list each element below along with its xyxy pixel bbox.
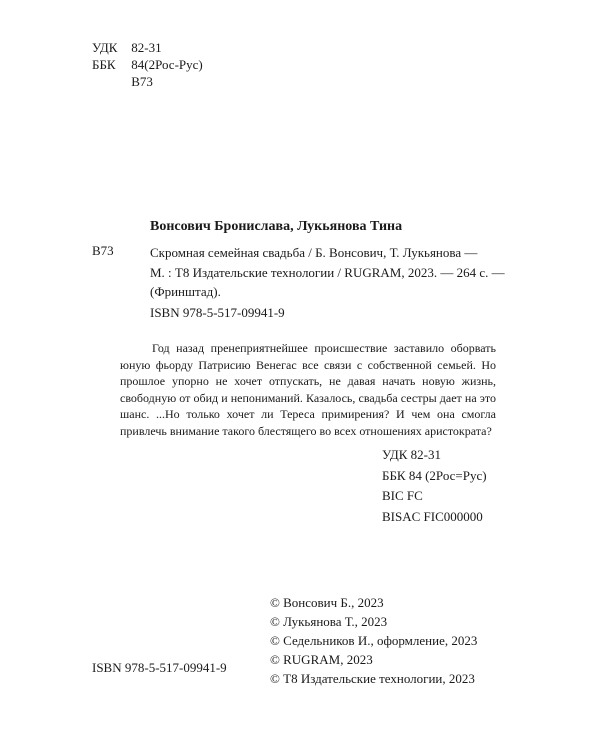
- bbk-value: 84(2Рос-Рус): [131, 57, 203, 72]
- classification-block: [382, 445, 487, 527]
- author-mark: В73: [92, 243, 114, 258]
- classification-line: BISAC FIC000000: [382, 508, 483, 524]
- classification-line: ББК 84 (2Рос=Рус): [382, 467, 487, 483]
- bbk-label: ББК: [92, 57, 116, 72]
- bbk-code-row: [92, 57, 203, 72]
- copyright-line: © Вонсович Б., 2023: [270, 595, 384, 610]
- udk-label: УДК: [92, 40, 118, 55]
- author-mark-row: [92, 74, 153, 89]
- isbn-main: ISBN 978-5-517-09941-9: [150, 305, 285, 320]
- biblio-line: (Фринштад).: [150, 284, 221, 299]
- copyright-line: © RUGRAM, 2023: [270, 652, 373, 667]
- copyright-line: © Лукьянова Т., 2023: [270, 614, 388, 629]
- copyright-block: [270, 593, 477, 688]
- copyright-line: © Седельников И., оформление, 2023: [270, 633, 478, 648]
- biblio-line: Скромная семейная свадьба / Б. Вонсович, Т. Лукьянова —: [150, 245, 478, 260]
- authors-heading: Вонсович Бронислава, Лукьянова Тина: [150, 219, 403, 234]
- annotation-text: Год назад пренеприятнейшее происшествие заставило оборвать юную фьорду Патрисию Венегас все связи с собственной семьей. Но прошлое упорно не хочет отпускать, не давая начать новую жизнь, свободную от обид и непониманий. Казалось, свадьба сестры дает на это шанс. ...Но только хочет ли Тереса примирения? И чем она смогла привлечь внимание такого блестящего во всех отношениях аристократа?: [120, 341, 496, 438]
- classification-line: BIC FC: [382, 488, 423, 503]
- udk-value: 82-31: [131, 40, 162, 55]
- classification-line: УДК 82-31: [382, 447, 442, 462]
- udk-code-row: [92, 40, 162, 55]
- copyright-line: © Т8 Издательские технологии, 2023: [270, 671, 475, 686]
- author-mark-value: В73: [131, 74, 153, 89]
- isbn-bottom: ISBN 978-5-517-09941-9: [92, 660, 227, 675]
- bibliographic-description: [150, 243, 505, 302]
- biblio-line: М. : Т8 Издательские технологии / RUGRAM, 2023. — 264 с. —: [150, 264, 505, 280]
